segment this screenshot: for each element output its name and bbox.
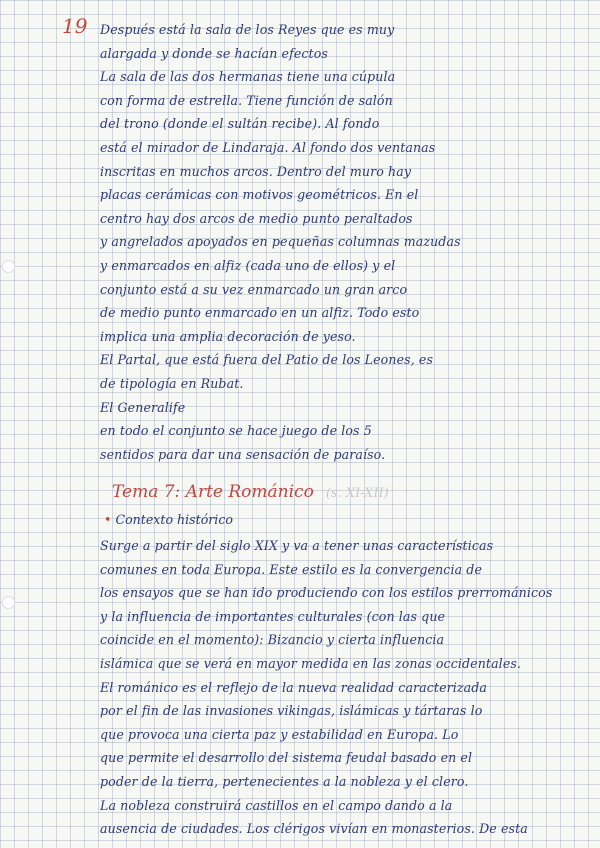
text-line: de medio punto enmarcado en un alfiz. Todo esto xyxy=(100,305,420,321)
text-line: de tipología en Rubat. xyxy=(100,375,244,391)
text-line: y la influencia de importantes culturales (con las que xyxy=(100,608,446,624)
text-line: La nobleza construirá castillos en el campo dando a la xyxy=(100,797,453,813)
section-title xyxy=(104,512,233,527)
text-line: sentidos para dar una sensación de paraíso. xyxy=(100,446,386,462)
text-line: Después está la sala de los Reyes que es muy xyxy=(100,22,395,37)
heading-faint-note: (s. XI-XII) xyxy=(325,486,389,501)
text-line: está el mirador de Lindaraja. Al fondo dos ventanas xyxy=(100,139,436,155)
section-title-text: Contexto histórico xyxy=(115,512,233,527)
text-line: ausencia de ciudades. Los clérigos vivían en monasterios. De esta xyxy=(100,821,528,837)
text-line: comunes en toda Europa. Este estilo es la convergencia de xyxy=(100,561,482,577)
text-line: y angrelados apoyados en pequeñas columnas mazudas xyxy=(100,234,461,250)
text-line: La sala de las dos hermanas tiene una cúpula xyxy=(100,69,396,85)
text-line: implica una amplia decoración de yeso. xyxy=(100,328,356,344)
text-line: los ensayos que se han ido produciendo con los estilos prerrománicos xyxy=(100,585,553,601)
text-line: placas cerámicas con motivos geométricos. En el xyxy=(100,187,419,203)
text-line: y enmarcados en alfiz (cada uno de ellos) y el xyxy=(100,257,396,273)
text-line: El románico es el reflejo de la nueva realidad caracterizada xyxy=(100,679,488,695)
text-line: islámica que se verá en mayor medida en las zonas occidentales. xyxy=(100,655,522,671)
text-line: con forma de estrella. Tiene función de salón xyxy=(100,92,393,108)
text-line: inscritas en muchos arcos. Dentro del muro hay xyxy=(100,163,412,179)
text-line: en todo el conjunto se hace juego de los 5 xyxy=(100,423,372,439)
bullet-icon: • xyxy=(104,512,112,527)
text-line: Surge a partir del siglo XIX y va a tener unas características xyxy=(100,538,494,553)
handwritten-notes-block-1 xyxy=(100,18,580,466)
handwritten-notes-block-2 xyxy=(100,534,580,841)
text-line: conjunto está a su vez enmarcado un gran arco xyxy=(100,281,408,297)
text-line: que permite el desarrollo del sistema feudal basado en el xyxy=(100,750,473,766)
text-line: del trono (donde el sultán recibe). Al fondo xyxy=(100,116,380,132)
page-number: 19 xyxy=(62,14,88,38)
text-line: El Partal, que está fuera del Patio de los Leones, es xyxy=(100,352,434,368)
text-line: por el fin de las invasiones vikingas, islámicas y tártaras lo xyxy=(100,703,483,719)
text-line: alargada y donde se hacían efectos xyxy=(100,45,328,61)
binder-hole xyxy=(2,596,15,609)
text-line: El Generalife xyxy=(100,399,186,415)
topic-heading xyxy=(112,482,389,502)
heading-text: Tema 7: Arte Románico xyxy=(112,482,314,502)
binder-hole xyxy=(2,260,15,273)
text-line: coincide en el momento): Bizancio y cierta influencia xyxy=(100,632,445,648)
text-line: poder de la tierra, pertenecientes a la nobleza y el clero. xyxy=(100,773,469,789)
text-line: que provoca una cierta paz y estabilidad en Europa. Lo xyxy=(100,726,459,742)
text-line: centro hay dos arcos de medio punto peraltados xyxy=(100,210,413,226)
